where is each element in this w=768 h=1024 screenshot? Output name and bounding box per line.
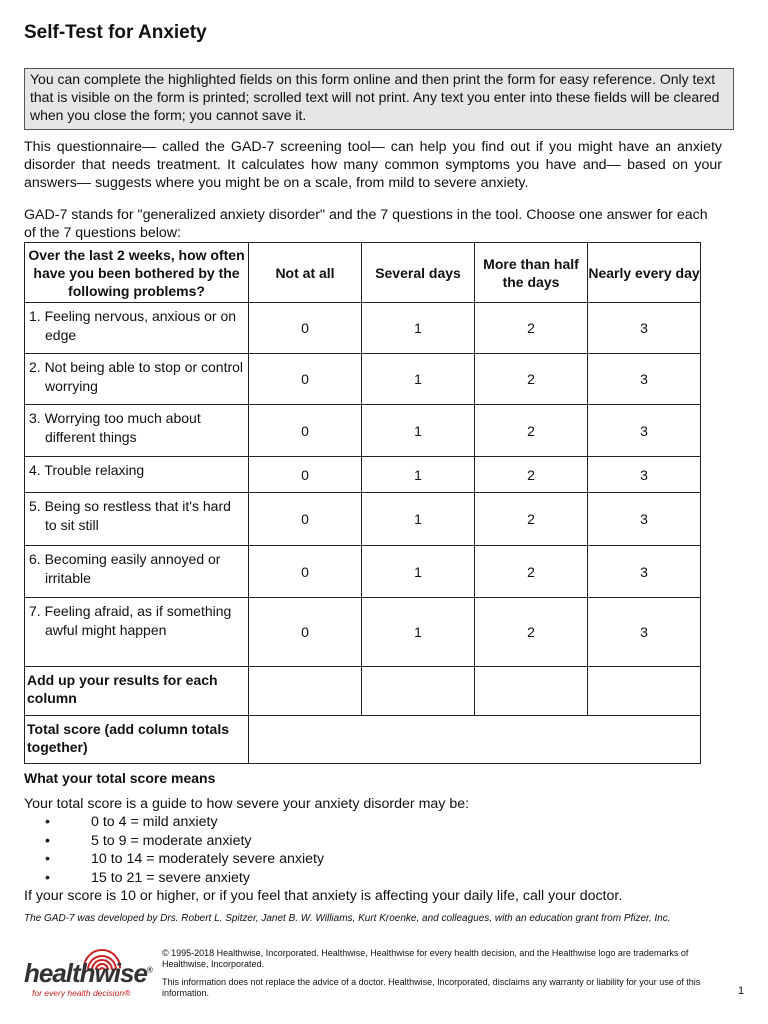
table-row bbox=[25, 354, 701, 405]
bullet-icon: • bbox=[45, 869, 50, 886]
score-cell[interactable]: 0 bbox=[249, 598, 362, 667]
score-meaning-intro: Your total score is a guide to how severe your anxiety disorder may be: bbox=[24, 796, 470, 812]
header-several-days: Several days bbox=[362, 243, 475, 303]
question-text: 6. Becoming easily annoyed or irritable bbox=[29, 551, 221, 586]
list-item: • 10 to 14 = moderately severe anxiety bbox=[45, 851, 325, 867]
total-score-field[interactable] bbox=[249, 716, 701, 764]
logo-tagline: for every health decision® bbox=[32, 988, 131, 998]
question-text: 4. Trouble relaxing bbox=[29, 462, 145, 478]
table-row bbox=[25, 493, 701, 546]
column-total-several-days[interactable] bbox=[362, 667, 475, 716]
doctor-advice: If your score is 10 or higher, or if you feel that anxiety is affecting your daily life, call your doctor. bbox=[24, 888, 623, 904]
logo-wordmark: healthwise® bbox=[24, 958, 152, 988]
score-meaning-heading: What your total score means bbox=[24, 770, 216, 786]
list-item: • 0 to 4 = mild anxiety bbox=[45, 814, 218, 830]
score-cell[interactable]: 0 bbox=[249, 303, 362, 354]
score-cell[interactable]: 3 bbox=[588, 598, 701, 667]
gad7-credit: The GAD-7 was developed by Drs. Robert L. Spitzer, Janet B. W. Williams, Kurt Kroenke, and colleagues, with an education grant from Pfizer, Inc. bbox=[24, 913, 671, 924]
score-cell[interactable]: 2 bbox=[475, 546, 588, 598]
score-cell[interactable]: 3 bbox=[588, 303, 701, 354]
table-row bbox=[25, 405, 701, 457]
score-cell[interactable]: 0 bbox=[249, 354, 362, 405]
bullet-icon: • bbox=[45, 814, 50, 830]
instructions-paragraph: GAD-7 stands for "generalized anxiety disorder" and the 7 questions in the tool. Choose one answer for each of the 7 questions below: bbox=[24, 207, 708, 241]
total-row bbox=[25, 716, 701, 764]
page-title: Self-Test for Anxiety bbox=[24, 22, 207, 43]
add-up-label: Add up your results for each column bbox=[25, 667, 249, 716]
header-question: Over the last 2 weeks, how often have you been bothered by the following problems? bbox=[25, 243, 249, 303]
score-cell[interactable]: 3 bbox=[588, 457, 701, 493]
disclaimer-notice: This information does not replace the advice of a doctor. Healthwise, Incorporated, disclaims any warranty or liability for your use of this information. bbox=[162, 977, 701, 998]
question-text: 3. Worrying too much about different things bbox=[29, 410, 201, 445]
question-text: 2. Not being able to stop or control worrying bbox=[29, 359, 244, 394]
column-total-nearly-every-day[interactable] bbox=[588, 667, 701, 716]
header-more-than-half: More than half the days bbox=[475, 243, 588, 303]
score-cell[interactable]: 2 bbox=[475, 303, 588, 354]
score-cell[interactable]: 1 bbox=[362, 457, 475, 493]
question-text: 1. Feeling nervous, anxious or on edge bbox=[29, 308, 237, 343]
copyright-notice: © 1995-2018 Healthwise, Incorporated. Healthwise, Healthwise for every health decision, and the Healthwise logo are trademarks of Healthwise, Incorporated. bbox=[162, 948, 689, 969]
add-up-row bbox=[25, 667, 701, 716]
score-cell[interactable]: 1 bbox=[362, 598, 475, 667]
score-cell[interactable]: 0 bbox=[249, 405, 362, 457]
total-score-label: Total score (add column totals together) bbox=[25, 716, 249, 764]
header-nearly-every-day: Nearly every day bbox=[588, 243, 701, 303]
score-cell[interactable]: 3 bbox=[588, 405, 701, 457]
bullet-icon: • bbox=[45, 832, 50, 849]
score-cell[interactable]: 3 bbox=[588, 493, 701, 546]
score-cell[interactable]: 0 bbox=[249, 546, 362, 598]
table-row bbox=[25, 457, 701, 493]
score-cell[interactable]: 1 bbox=[362, 493, 475, 546]
list-item: • 5 to 9 = moderate anxiety bbox=[45, 832, 252, 849]
gad7-table bbox=[24, 242, 701, 764]
score-range-list bbox=[24, 813, 324, 887]
table-row bbox=[25, 598, 701, 667]
column-total-more-than-half[interactable] bbox=[475, 667, 588, 716]
score-cell[interactable]: 2 bbox=[475, 457, 588, 493]
score-cell[interactable]: 1 bbox=[362, 405, 475, 457]
form-notice-box: You can complete the highlighted fields on this form online and then print the form for easy reference. Only text that is visible on the form is printed; scrolled text will not print. Any text you enter into these fields will be cleared when you close the form; you cannot save it. bbox=[24, 68, 734, 130]
score-cell[interactable]: 0 bbox=[249, 493, 362, 546]
list-item: • 15 to 21 = severe anxiety bbox=[45, 869, 250, 886]
table-row bbox=[25, 546, 701, 598]
score-cell[interactable]: 2 bbox=[475, 354, 588, 405]
score-cell[interactable]: 2 bbox=[475, 598, 588, 667]
healthwise-logo bbox=[24, 942, 156, 1000]
score-cell[interactable]: 1 bbox=[362, 354, 475, 405]
table-row bbox=[25, 303, 701, 354]
score-cell[interactable]: 1 bbox=[362, 546, 475, 598]
score-cell[interactable]: 1 bbox=[362, 303, 475, 354]
score-cell[interactable]: 2 bbox=[475, 405, 588, 457]
header-not-at-all: Not at all bbox=[249, 243, 362, 303]
table-header-row bbox=[25, 243, 701, 303]
score-cell[interactable]: 2 bbox=[475, 493, 588, 546]
column-total-not-at-all[interactable] bbox=[249, 667, 362, 716]
score-cell[interactable]: 3 bbox=[588, 546, 701, 598]
score-cell[interactable]: 0 bbox=[249, 457, 362, 493]
intro-paragraph: This questionnaire— called the GAD-7 screening tool— can help you find out if you might have an anxiety disorder that needs treatment. It calculates how many common symptoms you have and— based on your answers— suggests where you might be on a scale, from mild to severe anxiety. bbox=[24, 139, 722, 191]
question-text: 7. Feeling afraid, as if something awful might happen bbox=[29, 603, 232, 638]
bullet-icon: • bbox=[45, 851, 50, 867]
question-text: 5. Being so restless that it's hard to sit still bbox=[29, 498, 231, 533]
page-number: 1 bbox=[738, 985, 745, 997]
score-cell[interactable]: 3 bbox=[588, 354, 701, 405]
